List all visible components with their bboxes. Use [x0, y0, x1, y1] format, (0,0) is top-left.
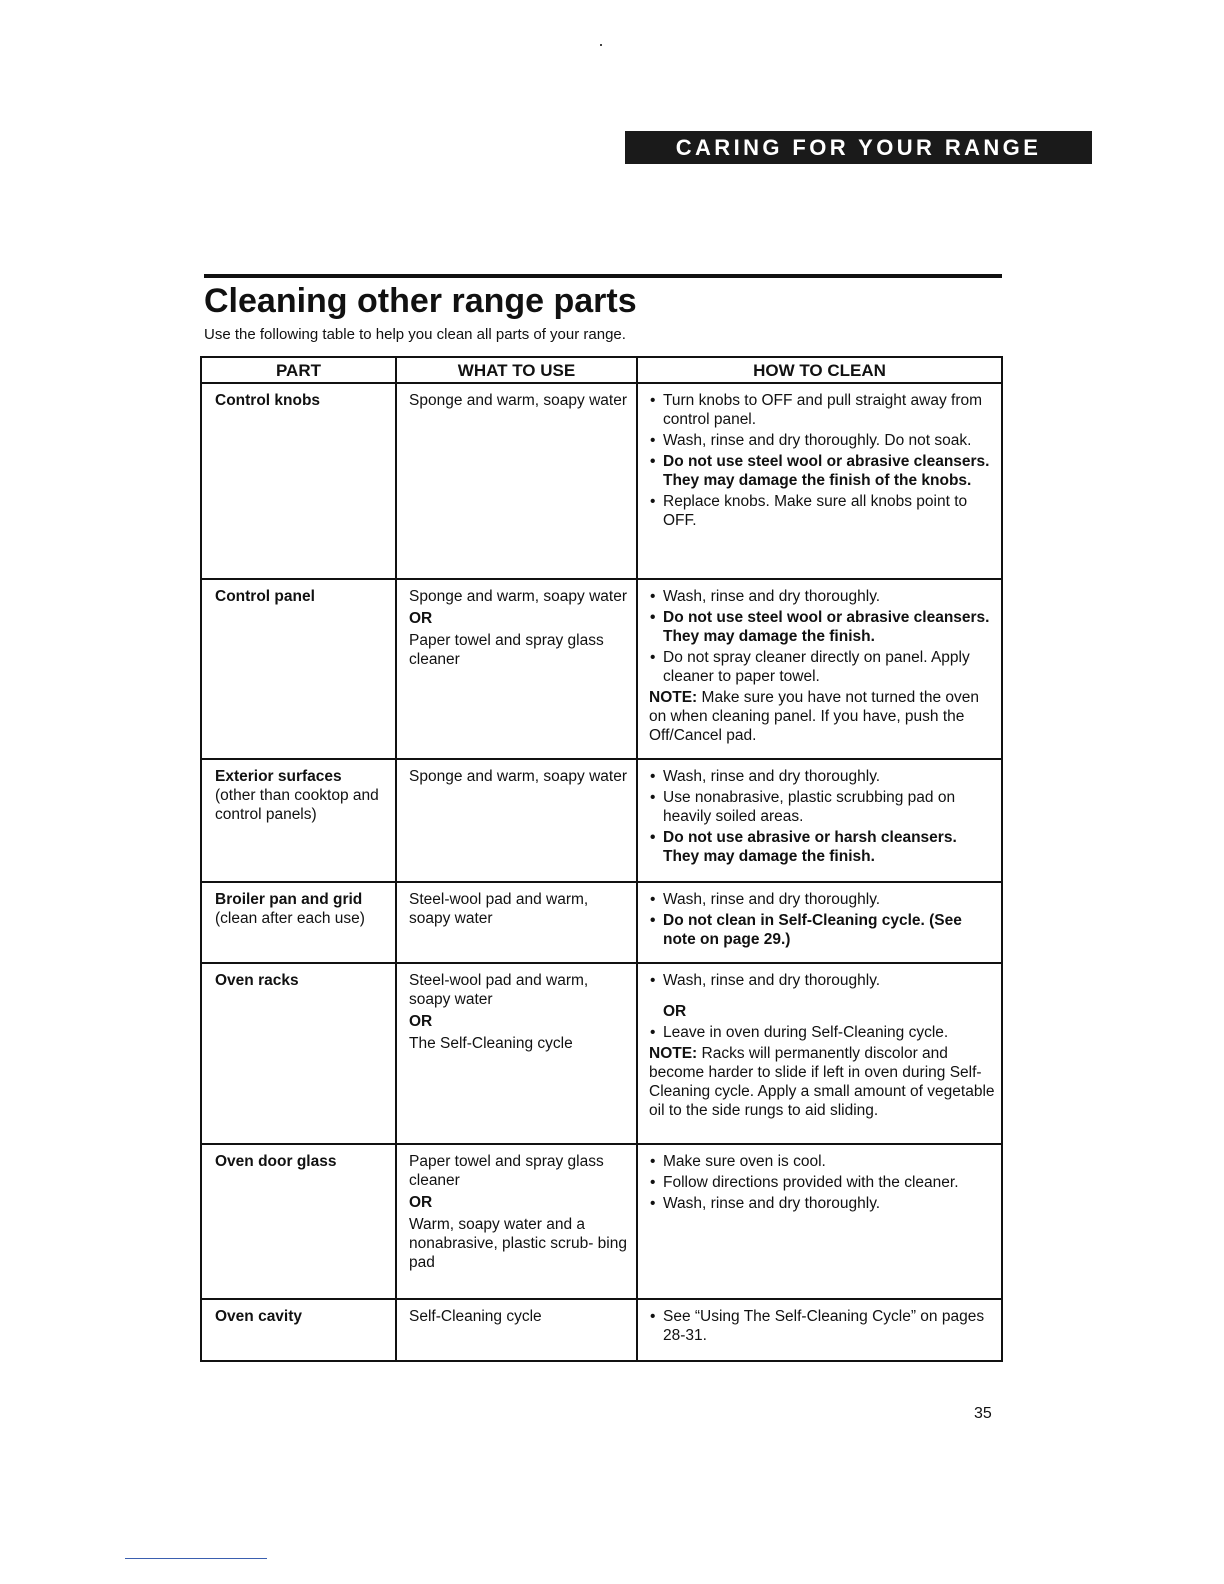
how-item: • Wash, rinse and dry thoroughly. [649, 587, 997, 606]
part-name: Control knobs [215, 392, 321, 409]
use-text: Steel-wool pad and warm, soapy water [409, 972, 589, 1008]
page-title: Cleaning other range parts [204, 282, 637, 320]
how-item: • Make sure oven is cool. [649, 1152, 997, 1171]
how-item: • Wash, rinse and dry thoroughly. [649, 890, 997, 909]
what-to-use-cell [396, 882, 637, 963]
table-row [201, 882, 1002, 963]
part-name: Broiler pan and grid [215, 891, 363, 908]
how-item: • Leave in oven during Self-Cleaning cycle. [649, 1023, 997, 1042]
what-to-use-cell [396, 1144, 637, 1299]
how-to-clean-cell [637, 1144, 1002, 1299]
how-item: • Wash, rinse and dry thoroughly. Do not soak. [649, 431, 997, 450]
how-item: • Wash, rinse and dry thoroughly. [649, 1194, 997, 1213]
how-to-clean-cell [637, 1299, 1002, 1361]
page-number: 35 [974, 1405, 992, 1422]
what-to-use-cell [396, 383, 637, 579]
part-name: Control panel [215, 588, 315, 605]
part-cell [201, 1144, 396, 1299]
how-list [649, 1152, 997, 1213]
section-header-bar: CARING FOR YOUR RANGE [625, 131, 1092, 164]
how-item-warning: • Do not use steel wool or abrasive cleansers. They may damage the finish. [649, 608, 997, 646]
part-cell [201, 963, 396, 1144]
how-item-warning: • Do not use abrasive or harsh cleansers. They may damage the finish. [649, 828, 997, 866]
how-item-warning: • Do not use steel wool or abrasive cleansers. They may damage the finish of the knobs. [649, 452, 997, 490]
what-to-use-cell [396, 963, 637, 1144]
use-alt-text: The Self-Cleaning cycle [409, 1035, 573, 1052]
how-alt-list [649, 1023, 997, 1042]
part-note: (clean after each use) [215, 910, 365, 927]
part-name: Oven cavity [215, 1308, 303, 1325]
how-list [649, 1307, 997, 1345]
note [649, 1044, 997, 1120]
how-item: • Turn knobs to OFF and pull straight away from control panel. [649, 391, 997, 429]
part-cell [201, 579, 396, 759]
use-text: Steel-wool pad and warm, soapy water [409, 891, 589, 927]
how-list [649, 767, 997, 866]
how-item: • Follow directions provided with the cleaner. [649, 1173, 997, 1192]
how-to-clean-cell [637, 579, 1002, 759]
part-name: Exterior surfaces [215, 768, 342, 785]
table-header-row [201, 357, 1002, 383]
note-label: NOTE: [649, 1045, 698, 1062]
how-item: • Use nonabrasive, plastic scrubbing pad on heavily soiled areas. [649, 788, 997, 826]
note [649, 688, 997, 745]
how-item-warning: • Do not clean in Self-Cleaning cycle. (See note on page 29.) [649, 911, 997, 949]
how-or-label: OR [663, 1003, 687, 1020]
what-to-use-cell [396, 759, 637, 882]
how-item: • Replace knobs. Make sure all knobs point to OFF. [649, 492, 997, 530]
intro-text: Use the following table to help you clean all parts of your range. [204, 326, 626, 343]
part-note: (other than cooktop and control panels) [215, 787, 379, 823]
what-to-use-cell [396, 1299, 637, 1361]
how-list [649, 391, 997, 530]
or-label: OR [409, 1013, 433, 1030]
note-text: Make sure you have not turned the oven on when cleaning panel. If you have, push the Off/Cancel pad. [649, 689, 979, 744]
use-alt-text: Paper towel and spray glass cleaner [409, 632, 604, 668]
how-to-clean-cell [637, 383, 1002, 579]
how-item: • Wash, rinse and dry thoroughly. [649, 767, 997, 786]
use-text: Self-Cleaning cycle [409, 1308, 542, 1325]
or-label: OR [409, 1194, 433, 1211]
note-label: NOTE: [649, 689, 698, 706]
part-name: Oven racks [215, 972, 299, 989]
how-to-clean-cell [637, 759, 1002, 882]
use-text: Sponge and warm, soapy water [409, 392, 627, 409]
part-cell [201, 882, 396, 963]
table-row [201, 1144, 1002, 1299]
title-rule [204, 274, 1002, 278]
table-row [201, 963, 1002, 1144]
note-text: Racks will permanently discolor and become harder to slide if left in oven during Self-Cleaning cycle. Apply a small amount of vegetable oil to the side rungs to aid sliding. [649, 1045, 995, 1119]
part-name: Oven door glass [215, 1153, 337, 1170]
part-cell [201, 383, 396, 579]
or-label: OR [409, 610, 433, 627]
how-item: • Do not spray cleaner directly on panel. Apply cleaner to paper towel. [649, 648, 997, 686]
use-text: Sponge and warm, soapy water [409, 768, 627, 785]
how-list [649, 890, 997, 949]
how-to-clean-cell [637, 963, 1002, 1144]
column-header-part: PART [201, 357, 396, 383]
footer-rule [125, 1558, 267, 1559]
what-to-use-cell [396, 579, 637, 759]
how-list [649, 587, 997, 686]
column-header-what-to-use: WHAT TO USE [396, 357, 637, 383]
how-to-clean-cell [637, 882, 1002, 963]
table-row [201, 1299, 1002, 1361]
part-cell [201, 1299, 396, 1361]
part-cell [201, 759, 396, 882]
how-list [649, 971, 997, 990]
stray-dot [600, 44, 602, 46]
how-item: • Wash, rinse and dry thoroughly. [649, 971, 997, 990]
use-text: Paper towel and spray glass cleaner [409, 1153, 604, 1189]
column-header-how-to-clean: HOW TO CLEAN [637, 357, 1002, 383]
use-alt-text: Warm, soapy water and a nonabrasive, plastic scrub- bing pad [409, 1216, 627, 1271]
table-row [201, 383, 1002, 579]
how-item: • See “Using The Self-Cleaning Cycle” on pages 28-31. [649, 1307, 997, 1345]
use-text: Sponge and warm, soapy water [409, 588, 627, 605]
table-row [201, 579, 1002, 759]
cleaning-table [200, 356, 1003, 1362]
table-row [201, 759, 1002, 882]
